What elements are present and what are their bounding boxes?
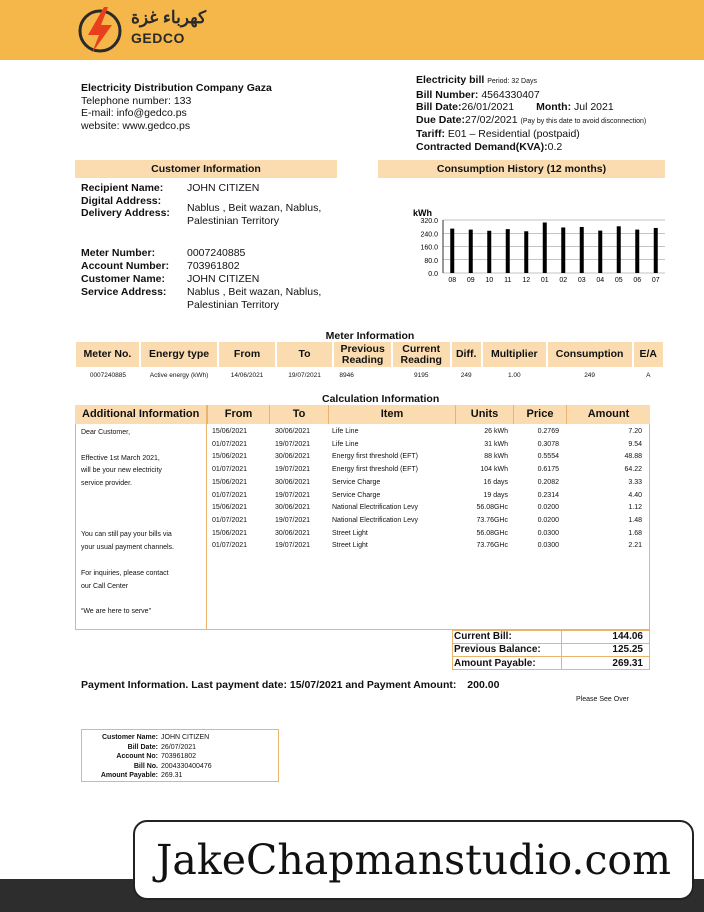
chart-x-tick: 08 [448, 277, 457, 284]
calc-cell: 0.0300 [537, 529, 559, 537]
meter-col-header: Energy type [140, 342, 218, 367]
table-row [76, 367, 664, 383]
calc-cell: 48.88 [624, 453, 642, 461]
stub-value: 703961802 [161, 753, 197, 760]
due-date-note: (Pay by this date to avoid disconnection) [520, 117, 647, 125]
delivery-address-line1: Nablus , Beit wazan, Nablus, [187, 202, 322, 214]
total-label: Previous Balance: [454, 644, 541, 656]
customer-info-header: Customer Information [75, 160, 337, 178]
service-address-line2: Palestinian Territory [187, 298, 280, 311]
note-line: Dear Customer, [81, 429, 131, 436]
total-label: Current Bill: [454, 631, 512, 642]
meter-number-label: Meter Number: [81, 247, 156, 259]
calc-cell: 15/06/2021 [212, 453, 248, 461]
delivery-address-line2: Palestinian Territory [187, 214, 280, 227]
account-number-label: Account Number: [81, 260, 170, 272]
note-line [81, 440, 205, 453]
stub-value: 2004330400476 [161, 762, 212, 770]
calc-cell: 0.3078 [537, 440, 559, 448]
calc-cell: 0.5554 [537, 453, 559, 461]
chart-bar [506, 229, 510, 273]
customer-name-label: Customer Name: [81, 273, 166, 285]
calc-cell: Energy first threshold (EFT) [332, 466, 418, 474]
payment-info [81, 679, 499, 691]
calc-cell: 19/07/2021 [275, 466, 311, 474]
calc-cell: 16 days [483, 478, 508, 486]
chart-bar [635, 230, 639, 273]
calc-cell: 30/06/2021 [275, 453, 311, 461]
meter-cell: Active energy (kWh) [149, 371, 209, 379]
meter-cell: 249 [584, 371, 596, 379]
chart-y-tick: 240.0 [420, 231, 438, 239]
meter-cell: 8946 [339, 371, 354, 379]
company-phone: Telephone number: 133 [81, 94, 192, 107]
customer-info-block [81, 182, 341, 312]
calc-cell: 9.54 [628, 440, 642, 448]
calc-cell: 0.0200 [537, 504, 559, 512]
logo-arabic-text: كهرباء غزة [131, 8, 207, 27]
calc-cell: National Electrification Levy [332, 516, 418, 524]
delivery-address-label: Delivery Address: [81, 207, 170, 219]
note-line: For inquiries, please contact [81, 569, 169, 577]
bill-title: Electricity bill [416, 74, 485, 86]
demand: 0.2 [547, 140, 563, 153]
chart-bar [598, 231, 602, 273]
calc-cell: 73.76GHc [476, 542, 508, 550]
tariff-label: Tariff: [416, 128, 445, 140]
calc-header-units: Units [455, 405, 513, 424]
total-value: 144.06 [612, 631, 643, 642]
totals-divider [561, 630, 562, 670]
note-line: Effective 1st March 2021, [81, 454, 160, 462]
chart-x-tick: 04 [596, 277, 605, 284]
calc-cell: Service Charge [332, 478, 381, 486]
calc-cell: 19/07/2021 [275, 440, 311, 448]
logo-english-text: GEDCO [131, 30, 185, 46]
calc-cell: Life Line [332, 428, 359, 435]
stub-label: Account No: [116, 753, 158, 760]
calc-header-info: Additional Information [75, 405, 206, 424]
meter-col-header: Consumption [547, 342, 633, 367]
meter-cell: 9195 [413, 371, 429, 379]
calc-cell: 7.20 [628, 428, 642, 435]
calc-cell: 01/07/2021 [212, 440, 248, 448]
stub-label: Customer Name: [101, 734, 158, 741]
chart-bar [524, 231, 528, 273]
recipient-label: Recipient Name: [81, 182, 164, 194]
meter-cell: 249 [460, 371, 472, 379]
chart-bar [617, 226, 621, 273]
chart-bar [543, 222, 547, 273]
chart-x-tick: 11 [504, 277, 512, 284]
calc-column-divider [206, 405, 207, 630]
see-over-note: Please See Over [576, 696, 629, 703]
company-info [81, 82, 272, 132]
calc-cell: 0.0200 [537, 516, 559, 524]
tariff: E01 – Residential (postpaid) [447, 128, 580, 140]
bill-date: 26/01/2021 [461, 101, 515, 113]
meter-cell: 19/07/2021 [288, 371, 321, 379]
chart-y-label: kWh [413, 208, 432, 218]
meter-cell: 0007240885 [89, 371, 126, 379]
bill-number-label: Bill Number: [416, 88, 479, 101]
chart-x-tick: 09 [466, 277, 475, 284]
calc-cell: 30/06/2021 [275, 428, 311, 435]
calc-cell: Street Light [332, 529, 368, 537]
calc-cell: 0.6175 [537, 466, 559, 474]
calc-header-price: Price [513, 405, 566, 424]
chart-x-tick: 06 [633, 277, 642, 284]
chart-x-tick: 07 [651, 277, 660, 284]
meter-col-header: To [276, 342, 334, 367]
chart-y-tick: 0.0 [428, 271, 438, 278]
chart-x-tick: 05 [614, 277, 623, 284]
recipient-value: JOHN CITIZEN [187, 182, 260, 194]
calc-cell: 1.68 [628, 529, 642, 537]
consumption-chart [405, 205, 670, 290]
note-line: “We are here to serve” [81, 608, 151, 616]
chart-bar [469, 230, 473, 273]
calc-cell: 3.33 [628, 478, 642, 486]
stub-value: 26/07/2021 [161, 743, 197, 751]
calc-cell: 56.08GHc [476, 529, 508, 537]
chart-x-tick: 03 [577, 277, 586, 284]
meter-col-header: Previous Reading [333, 342, 392, 367]
calc-cell: 2.21 [628, 542, 642, 550]
company-website: website: www.gedco.ps [81, 119, 191, 132]
chart-x-tick: 01 [540, 277, 549, 284]
calc-header-amount: Amount [566, 405, 650, 424]
calc-header-from: From [207, 405, 269, 424]
payment-amount: 200.00 [467, 679, 500, 691]
service-address-label: Service Address: [81, 286, 167, 298]
calc-cell: 19/07/2021 [275, 516, 311, 524]
calc-cell: 01/07/2021 [212, 466, 248, 474]
total-value: 125.25 [612, 644, 643, 656]
chart-bar [561, 227, 565, 273]
due-date: 27/02/2021 [465, 113, 518, 126]
calc-cell: 01/07/2021 [212, 491, 248, 499]
calc-cell: 0.2082 [537, 478, 559, 486]
calc-cell: 1.12 [628, 504, 642, 512]
service-address-line1: Nablus , Beit wazan, Nablus, [187, 286, 322, 298]
digital-address-label: Digital Address: [81, 194, 162, 207]
additional-info-notes [81, 427, 205, 619]
payment-stub [81, 729, 279, 782]
calc-cell: 01/07/2021 [212, 542, 248, 550]
company-name: Electricity Distribution Company Gaza [81, 82, 272, 94]
calc-cell: 30/06/2021 [275, 529, 311, 537]
lightning-logo-icon [78, 5, 122, 55]
meter-col-header: E/A [633, 342, 664, 367]
calc-cell: 0.2769 [537, 428, 559, 435]
calc-cell: 30/06/2021 [275, 504, 311, 512]
calc-cell: Service Charge [332, 491, 381, 499]
meter-cell: 14/06/2021 [230, 371, 264, 379]
bill-number: 4564330407 [481, 88, 540, 101]
due-date-label: Due Date: [416, 113, 466, 126]
calc-cell: 26 kWh [484, 428, 508, 435]
meter-cell: A [646, 371, 651, 379]
chart-x-tick: 02 [559, 277, 568, 284]
note-line: service provider. [81, 480, 132, 488]
meter-col-header: Current Reading [392, 342, 451, 367]
company-email: E-mail: info@gedco.ps [81, 107, 187, 119]
calc-cell: 1.48 [628, 516, 642, 524]
bill-date-label: Bill Date: [416, 101, 462, 113]
calculation-title: Calculation Information [322, 393, 440, 405]
calc-cell: 0.2314 [537, 491, 559, 499]
stub-label: Bill Date: [127, 743, 158, 751]
meter-info-table [76, 342, 665, 383]
calc-cell: 15/06/2021 [212, 504, 248, 512]
stub-value: JOHN CITIZEN [161, 734, 210, 741]
calc-cell: Street Light [332, 542, 368, 550]
calc-cell: 31 kWh [484, 440, 508, 448]
calc-cell: Life Line [332, 440, 359, 448]
note-line: your usual payment channels. [81, 544, 174, 552]
meter-col-header: Meter No. [76, 342, 140, 367]
bill-info [416, 74, 646, 153]
stub-value: 269.31 [161, 772, 183, 779]
consumption-history-header: Consumption History (12 months) [378, 160, 665, 178]
calc-cell: 19/07/2021 [275, 491, 311, 499]
demand-label: Contracted Demand(KVA): [416, 140, 548, 153]
calc-cell: 15/06/2021 [212, 529, 248, 537]
customer-name-value: JOHN CITIZEN [187, 273, 260, 285]
chart-bar [487, 231, 491, 273]
total-label: Amount Payable: [454, 657, 536, 669]
calc-cell: 4.40 [628, 491, 642, 499]
note-line: will be your new electricity [81, 467, 162, 475]
calc-cell: 88 kWh [484, 453, 508, 461]
calc-header-to: To [269, 405, 328, 424]
calc-cell: 0.0300 [537, 542, 559, 550]
note-line [81, 491, 205, 504]
stub-label: Bill No. [133, 762, 158, 770]
bill-period: Period: 32 Days [487, 78, 538, 85]
note-line: You can still pay your bills via [81, 531, 172, 539]
chart-y-tick: 160.0 [420, 244, 438, 252]
note-line [81, 504, 205, 517]
calc-cell: 104 kWh [480, 466, 508, 474]
account-number-value: 703961802 [187, 260, 240, 272]
bill-month-label: Month: [536, 101, 572, 113]
meter-col-header: Diff. [451, 342, 482, 367]
calc-cell: 56.08GHc [476, 504, 508, 512]
meter-col-header: From [218, 342, 276, 367]
meter-col-header: Multiplier [482, 342, 547, 367]
watermark-banner: JakeChapmanstudio.com [133, 820, 694, 900]
calc-cell: 30/06/2021 [275, 478, 311, 486]
chart-x-tick: 12 [522, 277, 531, 284]
note-line [81, 555, 205, 568]
calc-cell: 64.22 [624, 466, 642, 474]
calc-cell: Energy first threshold (EFT) [332, 453, 418, 461]
calc-cell: National Electrification Levy [332, 504, 418, 512]
chart-bar [450, 229, 454, 273]
calc-cell: 01/07/2021 [212, 516, 248, 524]
chart-y-tick: 80.0 [424, 257, 438, 265]
chart-x-tick: 10 [485, 277, 494, 284]
meter-info-title: Meter Information [325, 330, 415, 342]
total-value: 269.31 [612, 657, 643, 669]
meter-cell: 1.00 [507, 371, 521, 379]
note-line: our Call Center [81, 582, 129, 590]
calc-cell: 73.76GHc [476, 516, 508, 524]
chart-y-tick: 320.0 [420, 218, 438, 225]
calc-header-item: Item [328, 405, 455, 424]
bill-month: Jul 2021 [573, 101, 614, 113]
meter-number-value: 0007240885 [187, 247, 246, 259]
calc-cell: 19/07/2021 [275, 542, 311, 550]
chart-bar [654, 228, 658, 273]
note-line [81, 593, 205, 606]
stub-label: Amount Payable: [100, 772, 158, 779]
calc-cell: 15/06/2021 [212, 428, 248, 435]
chart-bar [580, 227, 584, 273]
payment-text: Payment Information. Last payment date: 15/07/2021 and Payment Amount: [81, 679, 457, 691]
calc-cell: 15/06/2021 [212, 478, 248, 486]
calc-cell: 19 days [483, 491, 508, 499]
note-line [81, 517, 205, 530]
